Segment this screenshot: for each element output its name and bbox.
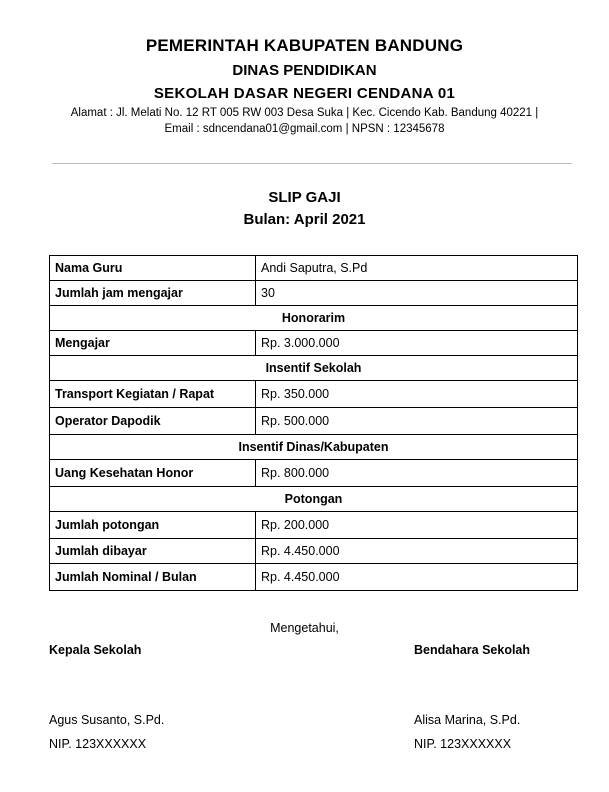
table-row (50, 512, 578, 539)
treasurer-name: Alisa Marina, S.Pd. (414, 713, 521, 727)
table-row (50, 564, 578, 591)
transport-value: Rp. 350.000 (256, 381, 578, 408)
section-insentif-sekolah: Insentif Sekolah (50, 356, 578, 381)
table-row (50, 381, 578, 408)
table-section-row (50, 487, 578, 512)
table-row (50, 539, 578, 564)
table-row (50, 460, 578, 487)
school-name: SEKOLAH DASAR NEGERI CENDANA 01 (153, 85, 456, 102)
document-title: SLIP GAJI (268, 189, 341, 206)
nama-guru-value: Andi Saputra, S.Pd (256, 256, 578, 281)
principal-name: Agus Susanto, S.Pd. (49, 713, 165, 727)
treasurer-title: Bendahara Sekolah (414, 643, 531, 657)
table-row (50, 256, 578, 281)
uang-kesehatan-value: Rp. 800.000 (256, 460, 578, 487)
jumlah-dibayar-value: Rp. 4.450.000 (256, 539, 578, 564)
table-section-row (50, 356, 578, 381)
section-honorarim: Honorarim (50, 306, 578, 331)
header-divider (52, 163, 572, 164)
school-contact: Email : sdncendana01@gmail.com | NPSN : 12345678 (164, 123, 445, 135)
principal-nip: NIP. 123XXXXXX (49, 737, 147, 751)
jam-mengajar-label: Jumlah jam mengajar (50, 281, 256, 306)
table-row (50, 331, 578, 356)
jumlah-nominal-value: Rp. 4.450.000 (256, 564, 578, 591)
treasurer-nip: NIP. 123XXXXXX (414, 737, 512, 751)
school-address: Alamat : Jl. Melati No. 12 RT 005 RW 003 Desa Suka | Kec. Cicendo Kab. Bandung 40221 | (70, 107, 539, 119)
principal-title: Kepala Sekolah (49, 643, 142, 657)
jumlah-potongan-value: Rp. 200.000 (256, 512, 578, 539)
mengajar-label: Mengajar (50, 331, 256, 356)
table-row (50, 408, 578, 435)
operator-dapodik-value: Rp. 500.000 (256, 408, 578, 435)
table-row (50, 281, 578, 306)
salary-table (49, 255, 578, 591)
section-insentif-dinas: Insentif Dinas/Kabupaten (50, 435, 578, 460)
transport-label: Transport Kegiatan / Rapat (50, 381, 256, 408)
table-section-row (50, 435, 578, 460)
government-name: PEMERINTAH KABUPATEN BANDUNG (145, 36, 464, 55)
jam-mengajar-value: 30 (256, 281, 578, 306)
jumlah-potongan-label: Jumlah potongan (50, 512, 256, 539)
table-section-row (50, 306, 578, 331)
section-potongan: Potongan (50, 487, 578, 512)
jumlah-nominal-label: Jumlah Nominal / Bulan (50, 564, 256, 591)
nama-guru-label: Nama Guru (50, 256, 256, 281)
acknowledgement-label: Mengetahui, (270, 621, 339, 635)
department-name: DINAS PENDIDIKAN (232, 62, 377, 79)
uang-kesehatan-label: Uang Kesehatan Honor (50, 460, 256, 487)
mengajar-value: Rp. 3.000.000 (256, 331, 578, 356)
operator-dapodik-label: Operator Dapodik (50, 408, 256, 435)
document-period: Bulan: April 2021 (243, 211, 366, 228)
jumlah-dibayar-label: Jumlah dibayar (50, 539, 256, 564)
